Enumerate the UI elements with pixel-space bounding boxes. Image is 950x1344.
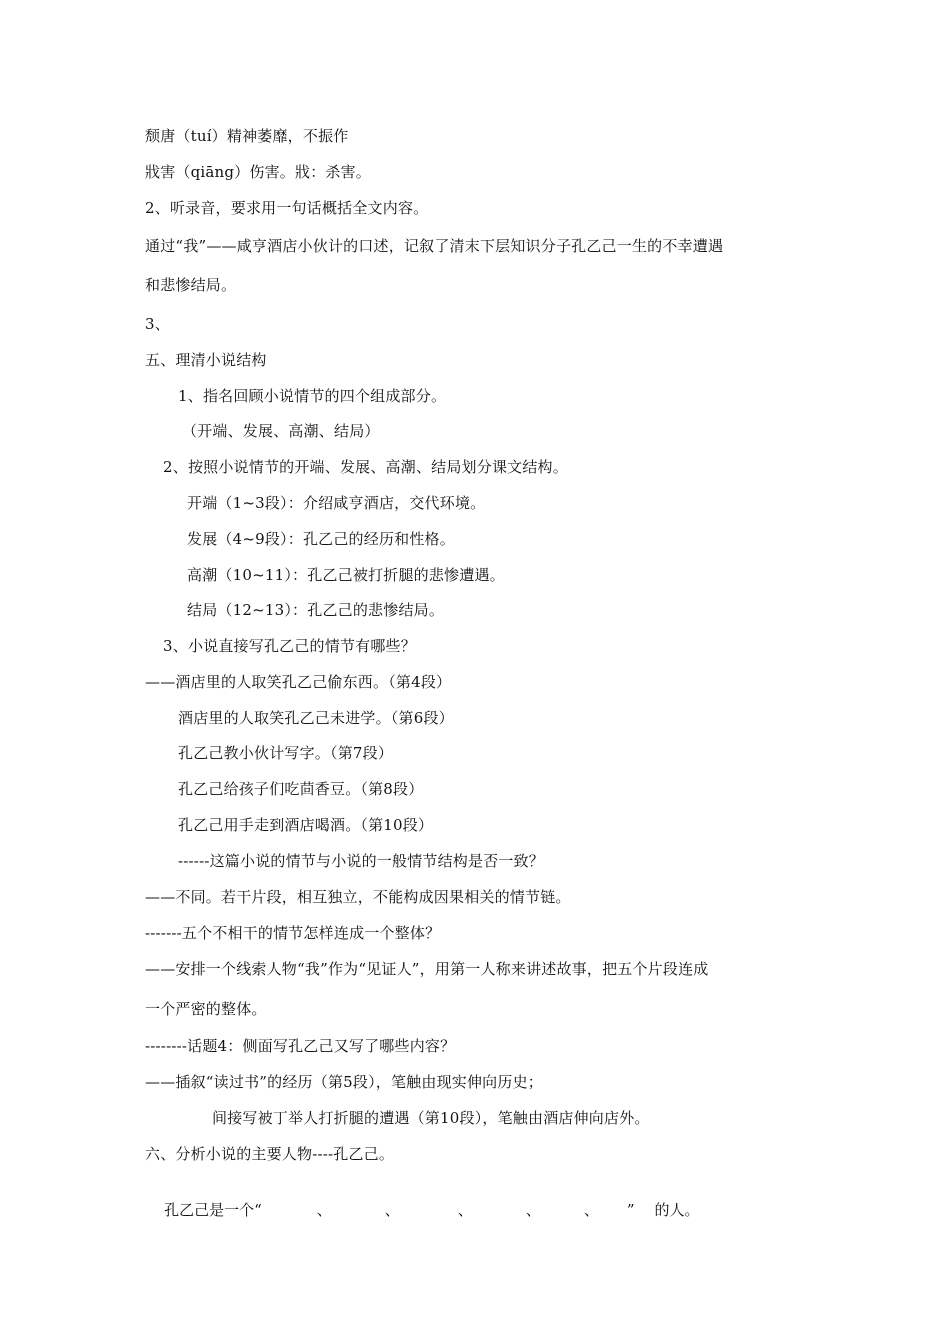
answer-structure: ——不同。若干片段，相互独立，不能构成因果相关的情节链。 xyxy=(145,888,571,906)
blank-separator: 、 xyxy=(316,1201,332,1219)
answer-unity-line-2: 一个严密的整体。 xyxy=(145,1000,267,1018)
structure-development: 发展（4~9段）：孔乙己的经历和性格。 xyxy=(187,530,455,548)
blank-close-quote: ” xyxy=(626,1201,635,1219)
sub-item-1: 1、指名回顾小说情节的四个组成部分。 xyxy=(178,387,447,405)
blank-suffix: 的人。 xyxy=(654,1201,700,1219)
summary-line-1: 通过“我”——咸亨酒店小伙计的口述，记叙了清末下层知识分子孔乙己一生的不幸遭遇 xyxy=(145,237,724,255)
summary-line-2: 和悲惨结局。 xyxy=(145,276,237,294)
vocab-qianghai: 戕害（qiāng）伤害。戕：杀害。 xyxy=(145,163,372,181)
structure-opening: 开端（1~3段）：介绍咸亨酒店，交代环境。 xyxy=(187,494,486,512)
blank-separator: 、 xyxy=(384,1201,400,1219)
section-6-heading: 六、分析小说的主要人物----孔乙己。 xyxy=(145,1145,395,1163)
blank-separator: 、 xyxy=(583,1201,599,1219)
section-5-heading: 五、理清小说结构 xyxy=(145,351,267,369)
blank-separator: 、 xyxy=(525,1201,541,1219)
task-2-heading: 2、听录音，要求用一句话概括全文内容。 xyxy=(145,199,429,217)
answer-unity-line-1: ——安排一个线索人物“我”作为“见证人”，用第一人称来讲述故事，把五个片段连成 xyxy=(145,960,709,978)
question-structure: ------这篇小说的情节与小说的一般情节结构是否一致？ xyxy=(178,852,545,870)
topic-4-answer-2: 间接写被丁举人打折腿的遭遇（第10段），笔触由酒店伸向店外。 xyxy=(212,1109,650,1127)
structure-ending: 结局（12~13）：孔乙己的悲惨结局。 xyxy=(187,601,445,619)
blank-prefix: 孔乙己是一个“ xyxy=(164,1201,262,1219)
question-unity: -------五个不相干的情节怎样连成一个整体？ xyxy=(145,924,441,942)
fill-in-blank-sentence xyxy=(145,1180,700,1240)
task-3-heading: 3、 xyxy=(145,315,170,333)
topic-4-answer-1: ——插叙“读过书”的经历（第5段），笔触由现实伸向历史； xyxy=(145,1073,543,1091)
topic-4-question: --------话题4：侧面写孔乙己又写了哪些内容？ xyxy=(145,1037,456,1055)
sub-item-2: 2、按照小说情节的开端、发展、高潮、结局划分课文结构。 xyxy=(163,458,568,476)
vocab-tuitang: 颓唐（tuí）精神萎靡，不振作 xyxy=(145,127,349,145)
sub-item-3: 3、小说直接写孔乙己的情节有哪些？ xyxy=(163,637,416,655)
plot-parts: （开端、发展、高潮、结局） xyxy=(182,422,380,440)
plot-item-3: 孔乙己教小伙计写字。（第7段） xyxy=(178,744,394,762)
blank-separator: 、 xyxy=(457,1201,473,1219)
plot-item-5: 孔乙己用手走到酒店喝酒。（第10段） xyxy=(178,816,434,834)
structure-climax: 高潮（10~11）：孔乙己被打折腿的悲惨遭遇。 xyxy=(187,566,505,584)
plot-item-2: 酒店里的人取笑孔乙己未进学。（第6段） xyxy=(178,709,454,727)
plot-item-1: ——酒店里的人取笑孔乙己偷东西。（第4段） xyxy=(145,673,452,691)
plot-item-4: 孔乙己给孩子们吃茴香豆。（第8段） xyxy=(178,780,424,798)
